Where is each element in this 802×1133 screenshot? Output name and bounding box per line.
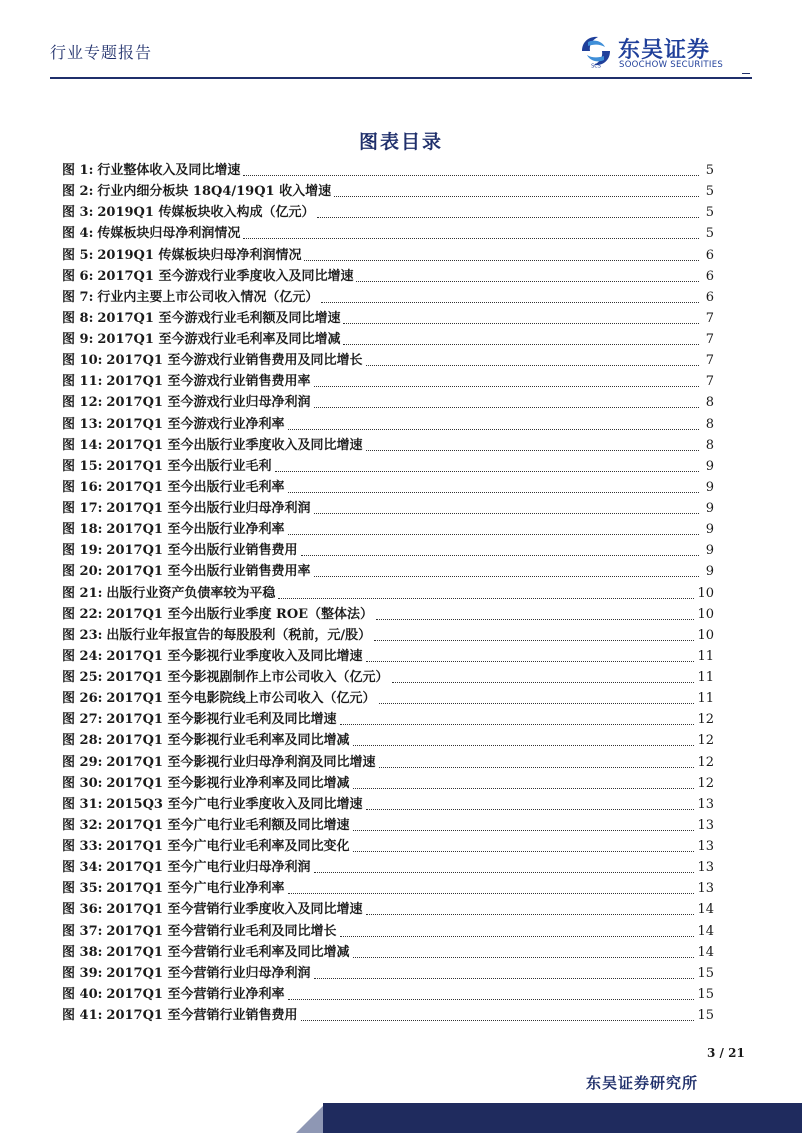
toc-entry-number: 图 34: [62,860,103,876]
toc-entry-number: 图 31: [62,796,103,812]
toc-entry-number: 图 28: [62,733,103,749]
toc-entry-number: 图 35: [62,881,103,897]
toc-entry-number: 图 1: [62,163,94,179]
toc-entry[interactable] [62,773,714,794]
toc-dot-leader [366,661,695,662]
toc-entry-page: 7 [705,353,714,369]
toc-entry-number: 图 15: [62,458,103,474]
toc-entry-title: 2017Q1 至今营销行业归母净利润 [106,965,311,981]
toc-entry-title: 2017Q1 至今游戏行业归母净利润 [106,395,311,411]
toc-entry-page: 9 [705,479,714,495]
toc-entry-page: 10 [697,627,714,643]
toc-entry[interactable] [62,245,714,266]
toc-entry[interactable] [62,329,714,350]
toc-dot-leader [275,471,700,472]
toc-entry-title: 2017Q1 至今影视行业净利率及同比增减 [106,775,350,791]
toc-dot-leader [314,386,700,387]
toc-dot-leader [288,893,695,894]
toc-entry[interactable] [62,181,714,202]
toc-entry-page: 11 [697,691,714,707]
footer-institute: 东吴证券研究所 [586,1074,699,1092]
toc-entry-page: 8 [705,416,714,432]
toc-entry-title: 2017Q1 至今游戏行业销售费用及同比增长 [106,353,363,369]
toc-dot-leader [321,302,699,303]
toc-dot-leader [353,830,695,831]
toc-entry-title: 2017Q1 至今出版行业净利率 [106,522,285,538]
toc-dot-leader [278,598,694,599]
toc-entry[interactable] [62,223,714,244]
toc-entry-title: 2017Q1 至今广电行业毛利率及同比变化 [106,839,350,855]
toc-entry-number: 图 19: [62,543,103,559]
toc-dot-leader [288,429,700,430]
toc-dot-leader [376,619,694,620]
toc-dot-leader [301,555,700,556]
toc-entry-page: 13 [697,796,714,812]
toc-entry[interactable] [62,646,714,667]
toc-entry-page: 12 [697,712,714,728]
toc-entry-page: 14 [697,944,714,960]
toc-dot-leader [243,175,699,176]
toc-entry-page: 15 [697,965,714,981]
toc-entry-number: 图 4: [62,226,94,242]
toc-entry[interactable] [62,625,714,646]
toc-entry-title: 2017Q1 至今营销行业季度收入及同比增速 [106,902,363,918]
toc-entry-page: 9 [705,564,714,580]
toc-dot-leader [304,260,699,261]
toc-entry-page: 8 [705,437,714,453]
toc-entry-title: 2017Q1 至今出版行业销售费用 [106,543,298,559]
toc-dot-leader [353,957,695,958]
toc-entry-title: 2017Q1 至今出版行业毛利率 [106,479,285,495]
toc-entry-page: 8 [705,395,714,411]
toc-entry-title: 2017Q1 至今电影院线上市公司收入（亿元） [106,691,376,707]
toc-entry-number: 图 11: [62,374,103,390]
toc-entry-title: 2017Q1 至今广电行业净利率 [106,881,285,897]
toc-dot-leader [314,872,695,873]
brand-mark-text: SCS [591,63,601,69]
report-type-label: 行业专题报告 [50,43,153,62]
toc-entry-title: 2015Q3 至今广电行业季度收入及同比增速 [106,796,363,812]
toc-dot-leader [334,196,699,197]
toc-entry-number: 图 6: [62,268,94,284]
toc-entry-number: 图 13: [62,416,103,432]
toc-entry-number: 图 36: [62,902,103,918]
toc-entry[interactable] [62,519,714,540]
toc-dot-leader [356,281,699,282]
toc-dot-leader [366,450,700,451]
toc-entry-title: 2017Q1 至今游戏行业净利率 [106,416,285,432]
toc-entry-page: 5 [705,205,714,221]
toc-entry-title: 2019Q1 传媒板块收入构成（亿元） [97,205,315,221]
toc-entry[interactable] [62,392,714,413]
toc-entry-page: 10 [697,606,714,622]
toc-dot-leader [366,365,700,366]
toc-entry[interactable] [62,667,714,688]
toc-entry-title: 出版行业年报宣告的每股股利（税前，元/股） [106,627,372,643]
toc-entry[interactable] [62,350,714,371]
toc-entry[interactable] [62,857,714,878]
toc-entry-title: 2017Q1 至今游戏行业季度收入及同比增速 [97,268,354,284]
toc-entry[interactable] [62,160,714,181]
toc-dot-leader [288,492,700,493]
toc-entry-title: 2017Q1 至今广电行业归母净利润 [106,860,311,876]
toc-entry-number: 图 37: [62,923,103,939]
toc-entry-number: 图 16: [62,479,103,495]
toc-entry-number: 图 24: [62,648,103,664]
toc-entry[interactable] [62,963,714,984]
toc-entry-number: 图 18: [62,522,103,538]
toc-entry-number: 图 22: [62,606,103,622]
toc-entry-page: 13 [697,817,714,833]
toc-entry-title: 2017Q1 至今影视行业归母净利润及同比增速 [106,754,376,770]
toc-entry[interactable] [62,477,714,498]
toc-entry-title: 2019Q1 传媒板块归母净利润情况 [97,247,302,263]
toc-entry-number: 图 5: [62,247,94,263]
toc-entry-page: 11 [697,670,714,686]
toc-entry[interactable] [62,899,714,920]
toc-entry[interactable] [62,794,714,815]
toc-entry[interactable] [62,287,714,308]
toc-entry-number: 图 25: [62,670,103,686]
toc-entry-number: 图 3: [62,205,94,221]
toc-dot-leader [343,323,699,324]
toc-entry-page: 5 [705,226,714,242]
toc-title: 图表目录 [358,131,443,153]
toc-entry[interactable] [62,456,714,477]
toc-entry-page: 9 [705,501,714,517]
toc-entry-title: 2017Q1 至今游戏行业毛利额及同比增速 [97,310,341,326]
toc-entry-title: 2017Q1 至今出版行业销售费用率 [106,564,311,580]
toc-entry-number: 图 2: [62,184,94,200]
toc-entry-page: 5 [705,163,714,179]
toc-entry-title: 2017Q1 至今游戏行业毛利率及同比增减 [97,332,341,348]
toc-dot-leader [379,767,695,768]
toc-entry-page: 13 [697,839,714,855]
toc-entry-page: 7 [705,310,714,326]
toc-entry[interactable] [62,202,714,223]
toc-entry-number: 图 41: [62,1008,103,1024]
toc-entry-number: 图 27: [62,712,103,728]
toc-entry-number: 图 39: [62,965,103,981]
brand-name-cn: 东吴证券 [618,38,711,63]
toc-dot-leader [340,724,695,725]
toc-entry-number: 图 10: [62,353,103,369]
toc-entry-title: 行业内主要上市公司收入情况（亿元） [97,289,319,305]
toc-entry-page: 9 [705,543,714,559]
toc-dot-leader [314,978,695,979]
toc-entry[interactable] [62,836,714,857]
toc-entry-page: 12 [697,775,714,791]
toc-entry-number: 图 33: [62,839,103,855]
toc-entry-title: 2017Q1 至今出版行业季度 ROE（整体法） [106,606,374,622]
toc-entry[interactable] [62,435,714,456]
toc-dot-leader [243,238,699,239]
toc-entry-number: 图 12: [62,395,103,411]
toc-entry-title: 2017Q1 至今影视行业季度收入及同比增速 [106,648,363,664]
toc-entry-title: 2017Q1 至今影视行业毛利率及同比增减 [106,733,350,749]
toc-entry-title: 行业整体收入及同比增速 [97,163,241,179]
toc-entry[interactable] [62,709,714,730]
toc-entry-page: 13 [697,881,714,897]
toc-entry[interactable] [62,414,714,435]
toc-dot-leader [317,217,699,218]
toc-dot-leader [392,682,695,683]
toc-entry-title: 2017Q1 至今营销行业毛利率及同比增减 [106,944,350,960]
toc-entry-page: 6 [705,268,714,284]
toc-entry-number: 图 7: [62,289,94,305]
toc-entry-page: 9 [705,458,714,474]
toc-entry-title: 2017Q1 至今出版行业毛利 [106,458,272,474]
toc-entry[interactable] [62,498,714,519]
toc-dot-leader [374,640,694,641]
toc-entry-page: 7 [705,374,714,390]
toc-entry-number: 图 32: [62,817,103,833]
toc-entry[interactable] [62,561,714,582]
toc-entry[interactable] [62,266,714,287]
toc-entry-title: 传媒板块归母净利润情况 [97,226,241,242]
toc-entry-number: 图 26: [62,691,103,707]
toc-entry[interactable] [62,921,714,942]
toc-dot-leader [353,788,695,789]
toc-entry-page: 6 [705,247,714,263]
toc-dot-leader [366,809,695,810]
toc-entry[interactable] [62,984,714,1005]
toc-dot-leader [379,703,695,704]
toc-entry-number: 图 23: [62,627,103,643]
toc-entry-page: 15 [697,1008,714,1024]
toc-entry-number: 图 20: [62,564,103,580]
toc-entry-page: 6 [705,289,714,305]
toc-entry[interactable] [62,730,714,751]
toc-entry[interactable] [62,583,714,604]
toc-dot-leader [343,344,699,345]
toc-entry-number: 图 21: [62,585,103,601]
toc-entry-title: 出版行业资产负债率较为平稳 [106,585,276,601]
toc-entry[interactable] [62,604,714,625]
toc-entry-page: 11 [697,648,714,664]
toc-dot-leader [353,851,695,852]
toc-entry[interactable] [62,878,714,899]
figure-toc-list [62,160,714,1026]
toc-entry-page: 10 [697,585,714,601]
toc-entry-title: 2017Q1 至今营销行业销售费用 [106,1008,298,1024]
toc-entry-number: 图 9: [62,332,94,348]
footer-bar [323,1103,802,1133]
toc-entry-title: 2017Q1 至今营销行业净利率 [106,986,285,1002]
toc-dot-leader [353,745,695,746]
toc-entry-page: 12 [697,754,714,770]
page-indicator: 3 / 21 [707,1046,745,1060]
toc-entry-number: 图 30: [62,775,103,791]
toc-dot-leader [288,534,700,535]
toc-dot-leader [288,999,695,1000]
toc-entry-title: 2017Q1 至今广电行业毛利额及同比增速 [106,817,350,833]
toc-entry-number: 图 8: [62,310,94,326]
toc-entry-title: 2017Q1 至今游戏行业销售费用率 [106,374,311,390]
toc-entry-page: 15 [697,986,714,1002]
footer-stripe [296,1103,326,1133]
toc-entry[interactable] [62,371,714,392]
toc-entry-title: 行业内细分板块 18Q4/19Q1 收入增速 [97,184,332,200]
toc-entry-page: 13 [697,860,714,876]
toc-entry[interactable] [62,942,714,963]
brand-name-en: SOOCHOW SECURITIES [619,60,724,70]
toc-entry-number: 图 17: [62,501,103,517]
toc-entry-number: 图 38: [62,944,103,960]
toc-entry[interactable] [62,1005,714,1026]
header-tick-mark [742,73,750,74]
toc-entry-page: 7 [705,332,714,348]
toc-dot-leader [340,936,695,937]
toc-entry-page: 14 [697,923,714,939]
toc-entry-page: 12 [697,733,714,749]
toc-dot-leader [314,576,700,577]
toc-entry-title: 2017Q1 至今出版行业季度收入及同比增速 [106,437,363,453]
toc-entry[interactable] [62,815,714,836]
toc-entry-title: 2017Q1 至今营销行业毛利及同比增长 [106,923,337,939]
toc-entry-title: 2017Q1 至今影视剧制作上市公司收入（亿元） [106,670,389,686]
toc-entry-number: 图 40: [62,986,103,1002]
toc-entry-page: 14 [697,902,714,918]
toc-entry-title: 2017Q1 至今出版行业归母净利润 [106,501,311,517]
toc-entry-page: 5 [705,184,714,200]
toc-entry-number: 图 29: [62,754,103,770]
toc-dot-leader [314,407,700,408]
toc-entry[interactable] [62,308,714,329]
toc-entry[interactable] [62,752,714,773]
toc-entry-page: 9 [705,522,714,538]
soochow-logo-icon [578,33,614,69]
toc-dot-leader [314,513,700,514]
toc-entry[interactable] [62,540,714,561]
toc-entry-number: 图 14: [62,437,103,453]
toc-entry[interactable] [62,688,714,709]
toc-entry-title: 2017Q1 至今影视行业毛利及同比增速 [106,712,337,728]
brand-logo [578,33,738,73]
toc-dot-leader [301,1020,695,1021]
toc-dot-leader [366,914,695,915]
header-divider [50,77,752,79]
